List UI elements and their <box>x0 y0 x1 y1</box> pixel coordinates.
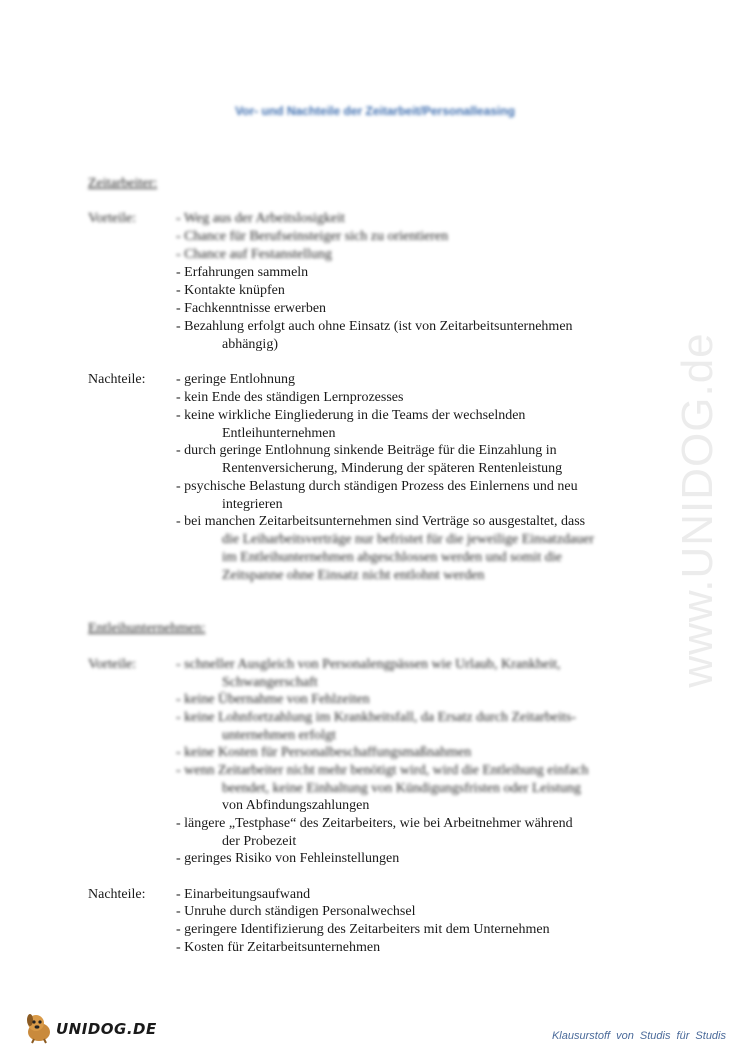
list-item: - wenn Zeitarbeiter nicht mehr benötigt wird, wird die Entleihung einfach <box>176 763 589 778</box>
list-item: - bei manchen Zeitarbeitsunternehmen sind Verträge so ausgestaltet, dass <box>176 514 586 529</box>
list-item: - kein Ende des ständigen Lernprozesses <box>176 390 404 405</box>
list-item-continuation: Rentenversicherung, Minderung der späteren Rentenleistung <box>222 461 563 476</box>
logo-text: UNIDOG.DE <box>56 1020 157 1038</box>
unidog-logo[interactable] <box>22 1010 162 1046</box>
list-item: - psychische Belastung durch ständigen Prozess des Einlernens und neu <box>176 479 578 494</box>
footer-tagline: Klausurstoff von Studis für Studis <box>551 1030 726 1042</box>
watermark-text: www.UNIDOG.de <box>673 332 722 688</box>
list-item: - Unruhe durch ständigen Personalwechsel <box>176 904 416 919</box>
list-item: - Einarbeitungsaufwand <box>176 887 311 902</box>
watermark <box>668 280 728 740</box>
list-item: - keine Kosten für Personalbeschaffungsmaßnahmen <box>176 745 472 760</box>
section-heading-entleihunternehmen: Entleihunternehmen: <box>88 621 206 636</box>
list-item: - keine Lohnfortzahlung im Krankheitsfall, da Ersatz durch Zeitarbeits- <box>176 710 577 725</box>
list-item: - keine Übernahme von Fehlzeiten <box>176 692 370 707</box>
list-item: - durch geringe Entlohnung sinkende Beiträge für die Einzahlung in <box>176 443 557 458</box>
list-item-continuation: von Abfindungszahlungen <box>222 798 370 813</box>
list-item-continuation: abhängig) <box>222 337 278 352</box>
list-item-continuation: der Probezeit <box>222 834 297 849</box>
label-vorteile-2: Vorteile: <box>88 657 136 672</box>
list-item: - Bezahlung erfolgt auch ohne Einsatz (ist von Zeitarbeitsunternehmen <box>176 319 573 334</box>
label-nachteile-2: Nachteile: <box>88 887 146 902</box>
list-item: - Weg aus der Arbeitslosigkeit <box>176 211 345 226</box>
list-item-continuation: Schwangerschaft <box>222 675 318 690</box>
label-nachteile-1: Nachteile: <box>88 372 146 387</box>
list-item: - Chance für Berufseinsteiger sich zu orientieren <box>176 229 449 244</box>
list-item-continuation: beendet, keine Einhaltung von Kündigungsfristen oder Leistung <box>222 781 581 796</box>
document-title: Vor- und Nachteile der Zeitarbeit/Personalleasing <box>235 104 515 118</box>
list-item: - geringes Risiko von Fehleinstellungen <box>176 851 400 866</box>
list-item-continuation: die Leiharbeitsverträge nur befristet für die jeweilige Einsatzdauer <box>222 532 594 547</box>
list-item: - keine wirkliche Eingliederung in die Teams der wechselnden <box>176 408 526 423</box>
list-item-continuation: unternehmen erfolgt <box>222 728 336 743</box>
list-item: - Chance auf Festanstellung <box>176 247 332 262</box>
list-item-continuation: Entleihunternehmen <box>222 426 336 441</box>
list-item: - Erfahrungen sammeln <box>176 265 309 280</box>
list-item: - geringe Entlohnung <box>176 372 295 387</box>
list-item: - längere „Testphase“ des Zeitarbeiters, wie bei Arbeitnehmer während <box>176 816 573 831</box>
label-vorteile-1: Vorteile: <box>88 211 136 226</box>
list-item: - Kosten für Zeitarbeitsunternehmen <box>176 940 381 955</box>
list-item: - Fachkenntnisse erwerben <box>176 301 327 316</box>
list-item-continuation: im Entleihunternehmen abgeschlossen werden und somit die <box>222 550 562 565</box>
list-item: - Kontakte knüpfen <box>176 283 285 298</box>
section-heading-zeitarbeiter: Zeitarbeiter: <box>88 176 158 191</box>
list-item-continuation: integrieren <box>222 497 283 512</box>
dog-mascot-icon <box>22 1010 56 1044</box>
list-item-continuation: Zeitspanne ohne Einsatz nicht entlohnt werden <box>222 568 485 583</box>
list-item: - schneller Ausgleich von Personalengpässen wie Urlaub, Krankheit, <box>176 657 561 672</box>
list-item: - geringere Identifizierung des Zeitarbeiters mit dem Unternehmen <box>176 922 550 937</box>
